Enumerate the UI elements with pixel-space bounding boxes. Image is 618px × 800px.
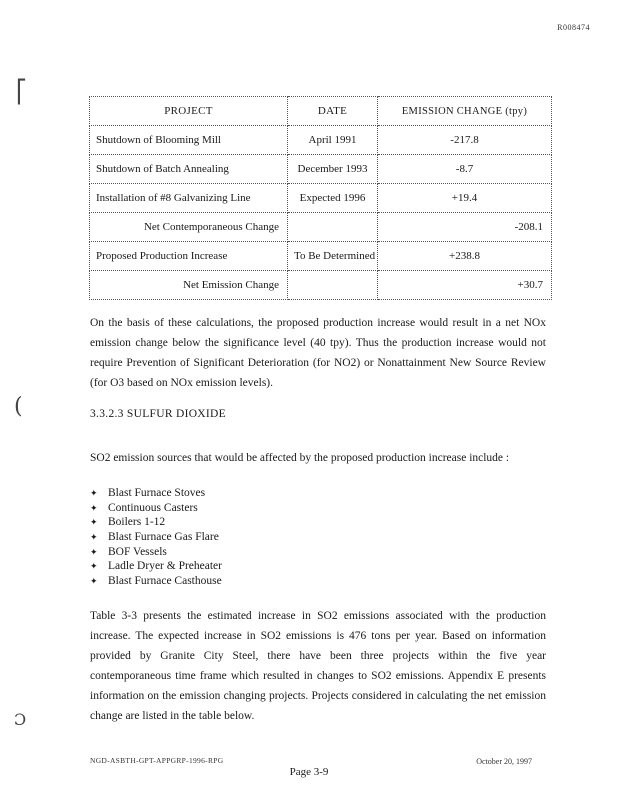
margin-mark-bottom: Ɔ — [14, 710, 27, 729]
list-item: ✦ BOF Vessels — [90, 545, 167, 558]
date-cell: Expected 1996 — [288, 184, 378, 213]
bullet-icon: ✦ — [90, 532, 98, 543]
net-emission-row — [90, 271, 552, 300]
list-item: ✦ Boilers 1-12 — [90, 516, 166, 529]
table-header-row — [90, 97, 552, 126]
bullet-icon: ✦ — [90, 502, 98, 513]
document-code: R008474 — [557, 23, 590, 32]
net-contemporaneous-label: Net Contemporaneous Change — [90, 213, 288, 242]
net-contemporaneous-row — [90, 213, 552, 242]
date-cell: April 1991 — [288, 126, 378, 155]
margin-mark-top: ⎡ — [16, 80, 27, 105]
proposed-increase-row — [90, 242, 552, 271]
paragraph-table-3-3-summary: Table 3-3 presents the estimated increase in SO2 emissions associated with the production increase. The expected increase in SO2 emissions is 476 tons per year. Based on information provided by Granite City Steel, there have been three projects within the five year contemporaneous time frame which resulted in changes to SO2 emissions. Appendix E presents information on the emission changing projects. Projects considered in calculating the net emission change are listed in the table below. — [90, 610, 546, 722]
project-cell: Shutdown of Batch Annealing — [90, 155, 288, 184]
header-emission-change: EMISSION CHANGE (tpy) — [378, 97, 552, 126]
project-cell: Shutdown of Blooming Mill — [90, 126, 288, 155]
list-item: ✦ Blast Furnace Gas Flare — [90, 531, 219, 544]
date-cell: December 1993 — [288, 155, 378, 184]
margin-mark-middle: ( — [14, 394, 23, 419]
bullet-icon: ✦ — [90, 561, 98, 572]
header-project: PROJECT — [90, 97, 288, 126]
net-emission-value: +30.7 — [378, 271, 552, 300]
emission-cell: +19.4 — [378, 184, 552, 213]
list-item: ✦ Blast Furnace Stoves — [90, 487, 206, 499]
header-date: DATE — [288, 97, 378, 126]
table-row — [90, 126, 552, 155]
bullet-icon: ✦ — [90, 546, 98, 557]
paragraph-nox-conclusion: On the basis of these calculations, the proposed production increase would result in a net NOx emission change below the significance level (40 tpy). Thus the production increase would not require Prevention of Significant Deterioration (for NO2) or Nonattainment New Source Review (for O3 based on NOx emission levels). — [90, 317, 546, 389]
footer-file-reference: NGD-ASBTH-GPT-APPGRP-1996-RPG — [90, 756, 224, 765]
emission-cell: -8.7 — [378, 155, 552, 184]
footer-date: October 20, 1997 — [476, 757, 532, 766]
emission-change-table — [89, 96, 552, 300]
net-emission-label: Net Emission Change — [90, 271, 288, 300]
emission-cell: +238.8 — [378, 242, 552, 271]
empty-cell — [288, 213, 378, 242]
table-row — [90, 184, 552, 213]
paragraph-so2-sources-intro: SO2 emission sources that would be affected by the proposed production increase include : — [90, 452, 510, 464]
table-row — [90, 155, 552, 184]
bullet-icon: ✦ — [90, 488, 98, 498]
net-contemporaneous-value: -208.1 — [378, 213, 552, 242]
so2-source-list — [90, 486, 222, 589]
emission-cell: -217.8 — [378, 126, 552, 155]
section-heading-sulfur-dioxide: 3.3.2.3 SULFUR DIOXIDE — [90, 408, 226, 420]
bullet-icon: ✦ — [90, 517, 98, 528]
list-item: ✦ Blast Furnace Casthouse — [90, 575, 222, 588]
list-item: ✦ Continuous Casters — [90, 501, 198, 514]
project-cell: Installation of #8 Galvanizing Line — [90, 184, 288, 213]
page-number: Page 3-9 — [289, 766, 329, 778]
bullet-icon: ✦ — [90, 576, 98, 587]
list-item: ✦ Ladle Dryer & Preheater — [90, 560, 222, 573]
empty-cell — [288, 271, 378, 300]
date-cell: To Be Determined — [288, 242, 378, 271]
project-cell: Proposed Production Increase — [90, 242, 288, 271]
